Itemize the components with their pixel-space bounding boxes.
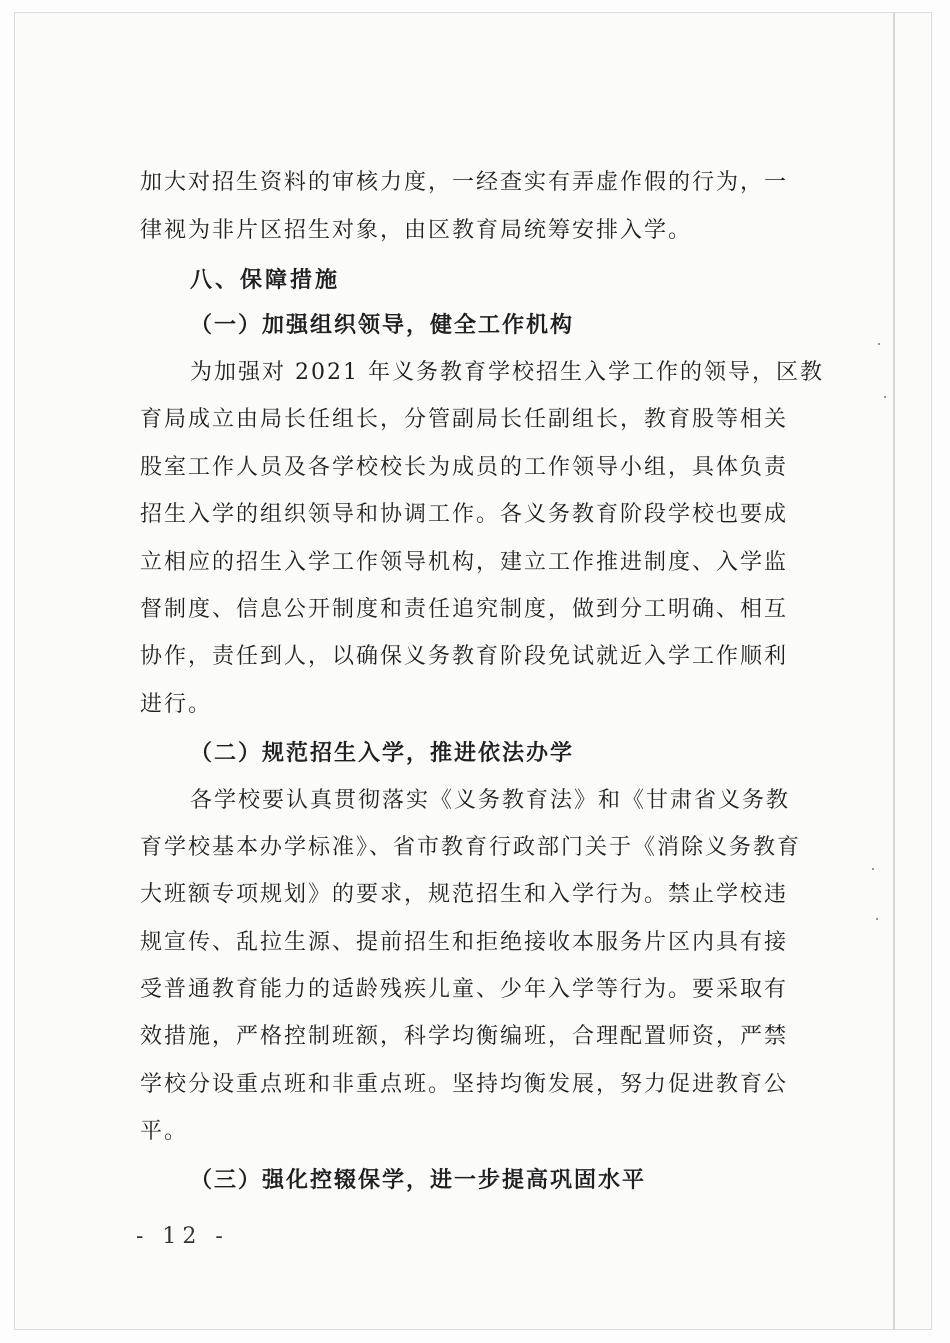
text-line-5: 为加强对 2021 年义务教育学校招生入学工作的领导，区教 bbox=[190, 360, 824, 385]
page-number: - 12 - bbox=[136, 1224, 229, 1249]
text-line-2: 律视为非片区招生对象，由区教育局统筹安排入学。 bbox=[140, 218, 693, 243]
text-line-16: 大班额专项规划》的要求，规范招生和入学行为。禁止学校违 bbox=[140, 882, 789, 907]
subheading-1: （一）加强组织领导，健全工作机构 bbox=[190, 312, 575, 338]
section-heading: 八、保障措施 bbox=[190, 267, 341, 293]
text-line-7: 股室工作人员及各学校校长为成员的工作领导小组，具体负责 bbox=[140, 455, 789, 480]
scan-speck bbox=[872, 868, 874, 870]
text-line-17: 规宣传、乱拉生源、提前招生和拒绝接收本服务片区内具有接 bbox=[140, 930, 789, 955]
text-line-15: 育学校基本办学标准》、省市教育行政部门关于《消除义务教育 bbox=[140, 835, 802, 860]
subheading-2: （二）规范招生入学，推进依法办学 bbox=[190, 740, 575, 766]
text-line-12: 进行。 bbox=[140, 692, 213, 717]
text-line-20: 学校分设重点班和非重点班。坚持均衡发展，努力促进教育公 bbox=[140, 1072, 789, 1097]
subheading-3: （三）强化控辍保学，进一步提高巩固水平 bbox=[190, 1167, 647, 1193]
text-line-14: 各学校要认真贯彻落实《义务教育法》和《甘肃省义务教 bbox=[190, 788, 791, 813]
text-line-1: 加大对招生资料的审核力度，一经查实有弄虚作假的行为，一 bbox=[140, 170, 789, 195]
text-line-9: 立相应的招生入学工作领导机构，建立工作推进制度、入学监 bbox=[140, 550, 789, 575]
text-line-19: 效措施，严格控制班额，科学均衡编班，合理配置师资，严禁 bbox=[140, 1024, 789, 1049]
text-line-18: 受普通教育能力的适龄残疾儿童、少年入学等行为。要采取有 bbox=[140, 977, 789, 1002]
text-line-6: 育局成立由局长任组长，分管副局长任副组长，教育股等相关 bbox=[140, 407, 789, 432]
text-line-21: 平。 bbox=[140, 1119, 189, 1144]
text-line-8: 招生入学的组织领导和协调工作。各义务教育阶段学校也要成 bbox=[140, 502, 789, 527]
scan-speck bbox=[884, 396, 886, 398]
scan-speck bbox=[878, 343, 880, 345]
scan-edge-line bbox=[893, 12, 895, 1330]
text-line-10: 督制度、信息公开制度和责任追究制度，做到分工明确、相互 bbox=[140, 597, 789, 622]
scan-speck bbox=[876, 918, 878, 920]
text-line-11: 协作，责任到人，以确保义务教育阶段免试就近入学工作顺利 bbox=[140, 644, 789, 669]
